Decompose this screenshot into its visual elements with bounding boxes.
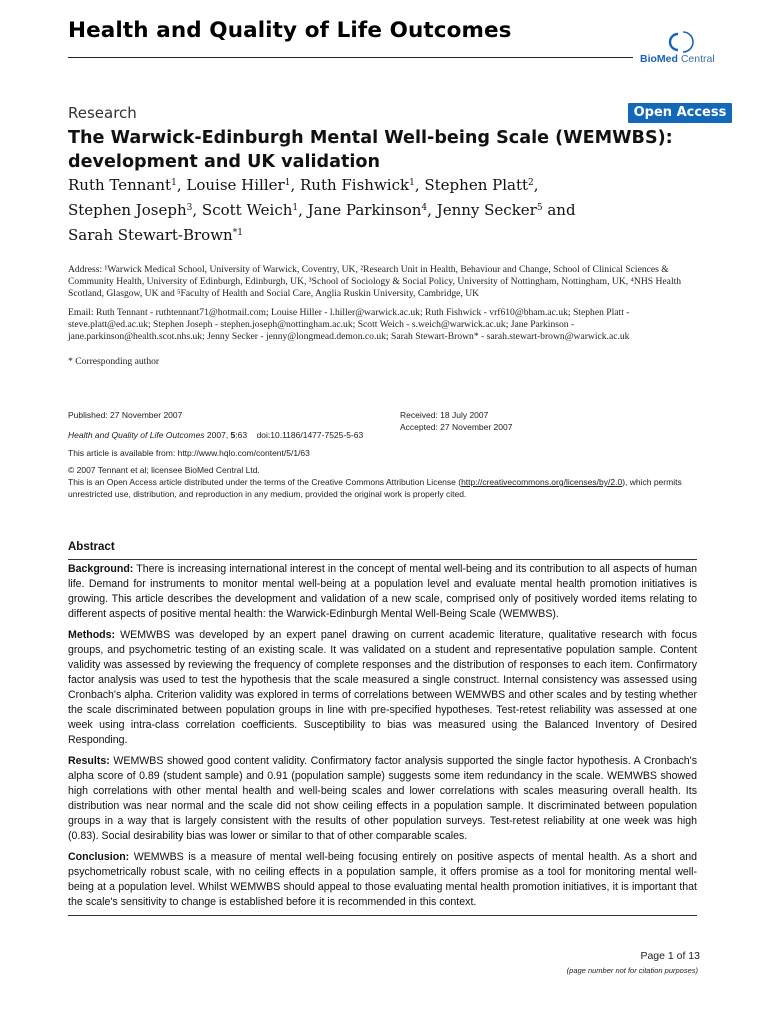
page-number: Page 1 of 13 [640,950,700,962]
author-affiliation: 1 [284,178,291,188]
author-separator: , [290,176,300,194]
author-affiliation: 1 [171,178,177,188]
abstract-conclusion [68,850,697,910]
abstract-results [68,754,697,844]
section-label: Research [68,104,137,122]
author-separator: , [298,201,308,219]
received-date: Received: 18 July 2007 [400,410,489,420]
author-affiliation: 5 [536,203,543,213]
doi: doi:10.1186/1477-7525-5-63 [256,430,364,440]
page-number-note: (page number not for citation purposes) [566,966,698,975]
affiliation-address: Address: ¹Warwick Medical School, University of Warwick, Coventry, UK, ²Research Unit in Health, Behaviour and Change, School of Clinical Sciences & Community Health, University of Edinburgh, Edinburgh, UK, ³School of Sociology & Social Policy, University of Nottingham, Nottingham, UK, ⁴NHS Health Scotland, Glasgow, UK and ⁵Faculty of Health and Social Care, Anglia Ruskin University, Cambridge, UK [68,264,682,299]
author-separator: , [427,201,437,219]
journal-title: Health and Quality of Life Outcomes [68,18,512,43]
author-separator: , [414,176,425,194]
license-text [68,476,708,500]
biomed-arcs-icon [668,30,694,54]
license-text-pre: This is an Open Access article distributed under the terms of the Creative Commons Attribution License ( [68,477,462,487]
background-text: There is increasing international interest in the concept of mental well-being and its contribution to all aspects of human life. Demand for instruments to monitor mental well-being at a population level and evaluate mental health promotion initiatives is growing. This article describes the development and validation of a new scale, comprised only of positively worded items relating to different aspects of positive mental health: the Warwick-Edinburgh Mental Well-Being Scale (WEMWBS). [68,563,697,620]
author-separator: , [192,201,202,219]
author-list [68,172,688,247]
header-divider [68,57,633,58]
biomed-word: BioMed [640,53,678,65]
central-word: Central [677,53,715,65]
copyright-line: © 2007 Tennant et al; licensee BioMed Central Ltd. [68,465,260,475]
license-link[interactable]: http://creativecommons.org/licenses/by/2.0 [461,477,623,487]
corresponding-author-note: * Corresponding author [68,356,160,367]
abstract-methods [68,628,697,748]
author-separator: and [542,201,576,219]
biomed-central-logo [640,30,715,70]
open-access-badge: Open Access [628,103,732,123]
article-title: The Warwick-Edinburgh Mental Well-being Scale (WEMWBS): development and UK validation [68,128,673,172]
conclusion-label: Conclusion: [68,851,130,863]
author-name: Jenny Secker [436,201,537,219]
author-name: Jane Parkinson [307,201,422,219]
author-name: Stephen Joseph [68,201,187,219]
abstract-body [68,559,697,916]
author-name: Sarah Stewart-Brown [68,226,233,244]
author-name: Ruth Fishwick [299,176,410,194]
citation-journal: Health and Quality of Life Outcomes [68,430,205,440]
author-name: Scott Weich [201,201,293,219]
background-label: Background: [68,563,134,575]
citation-line [68,429,363,441]
author-name: Stephen Platt [424,176,529,194]
accepted-date: Accepted: 27 November 2007 [400,422,513,432]
author-separator: , [176,176,187,194]
author-affiliation: 1 [292,203,299,213]
author-affiliation: *1 [232,228,243,238]
abstract-heading: Abstract [68,541,115,553]
results-text: WEMWBS showed good content validity. Confirmatory factor analysis supported the single factor hypothesis. A Cronbach's alpha score of 0.89 (student sample) and 0.91 (population sample) suggests some item redundancy in the scale. WEMWBS showed high correlations with other mental health and well-being scales and lower correlations with scales measuring overall health. Its distribution was near normal and the scale did not show ceiling effects in a population sample. It discriminated between population groups in a way that is largely consistent with the results of other population surveys. Test-retest reliability at one week was high (0.83). Social desirability bias was lower or similar to that of other comparable scales. [68,755,697,842]
author-affiliation: 2 [528,178,534,188]
methods-text: WEMWBS was developed by an expert panel drawing on current academic literature, qualitative research with focus groups, and psychometric testing of an existing scale. It was validated on a student and representative population sample. Content validity was assessed by reviewing the frequency of complete responses and the distribution of responses to each item. Confirmatory factor analysis was used to test the hypothesis that the scale measured a single construct. Internal consistency was assessed using Cronbach's alpha. Criterion validity was explored in terms of correlations between WEMWBS and other scales and by testing whether the scale discriminated between population groups in line with pre-specified hypotheses. Test-retest reliability was assessed at one week using intra-class correlation coefficients. Susceptibility to bias was measured using the Balanced Inventory of Desired Responding. [68,629,697,746]
citation-volume: 5 [230,430,236,440]
author-affiliation: 3 [186,203,193,213]
author-name: Louise Hiller [186,176,285,194]
published-date: Published: 27 November 2007 [68,410,183,420]
license-text-post: ), which permits unrestricted use, distribution, and reproduction in any medium, provided the original work is properly cited. [68,477,682,499]
author-separator: , [533,176,539,194]
author-affiliation: 1 [409,178,415,188]
abstract-background [68,562,697,622]
abstract-section [68,540,697,916]
biomed-wordmark [640,53,715,65]
article-url-line[interactable]: This article is available from: http://www.hqlo.com/content/5/1/63 [68,448,310,458]
citation-pages: :63 [235,430,248,440]
author-name: Ruth Tennant [68,176,172,194]
author-affiliation: 4 [421,203,428,213]
methods-label: Methods: [68,629,116,641]
conclusion-text: WEMWBS is a measure of mental well-being focusing entirely on positive aspects of mental health. As a short and psychometrically robust scale, with no ceiling effects in a population sample, it offers promise as a tool for monitoring mental well-being at a population level. Whilst WEMWBS should appeal to those evaluating mental health promotion initiatives, it is important that the scale's sensitivity to change is established before it is recommended in this context. [68,851,697,908]
results-label: Results: [68,755,110,767]
author-emails: Email: Ruth Tennant - ruthtennant71@hotmail.com; Louise Hiller - l.hiller@warwick.ac.uk; Ruth Fishwick - vrf610@bham.ac.uk; Stephen Platt - steve.platt@ed.ac.uk; Stephen Joseph - stephen.joseph@nottingham.ac.uk; Scott Weich - s.weich@warwick.ac.uk; Jane Parkinson - jane.parkinson@health.scot.nhs.uk; Jenny Secker - jenny@longmead.demon.co.uk; Sarah Stewart-Brown* - sarah.stewart-brown@warwick.ac.uk [68,307,630,342]
citation-year: 2007, [204,430,231,440]
